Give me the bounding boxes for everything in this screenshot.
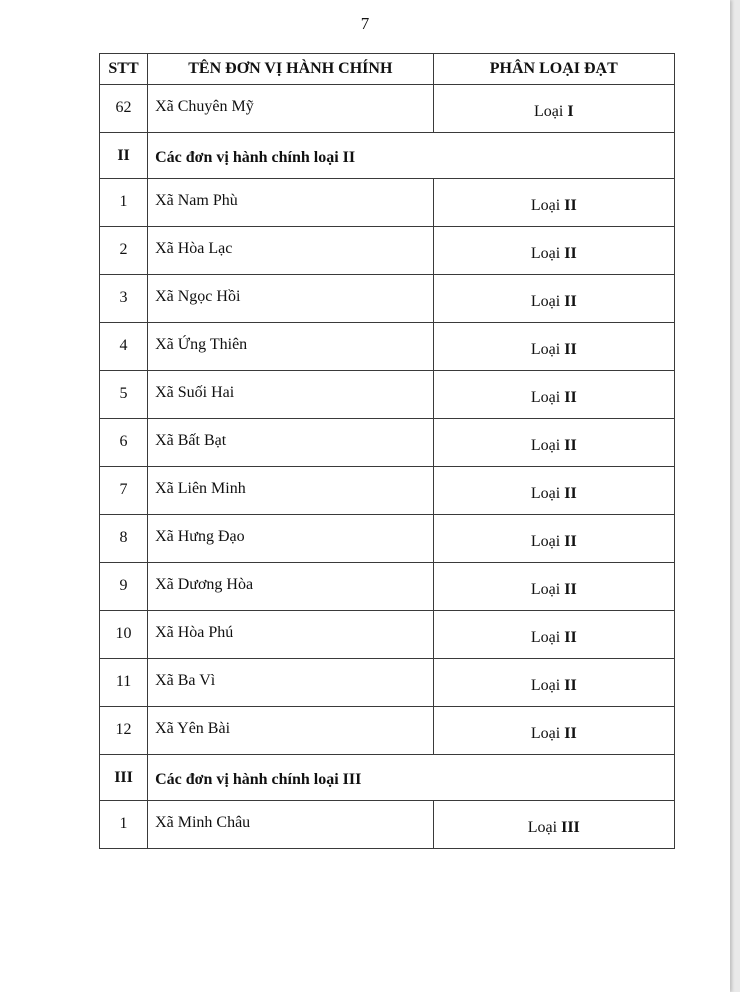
unit-name: Xã Ứng Thiên bbox=[148, 323, 433, 371]
classification-prefix: Loại bbox=[530, 436, 561, 454]
classification-prefix: Loại bbox=[530, 244, 561, 262]
classification-prefix: Loại bbox=[534, 102, 564, 120]
classification-prefix: Loại bbox=[530, 724, 561, 742]
row-number: 11 bbox=[100, 659, 148, 707]
table-row bbox=[100, 515, 675, 563]
section-title: Các đơn vị hành chính loại III bbox=[148, 755, 675, 801]
section-number: III bbox=[100, 755, 148, 801]
section-row bbox=[100, 133, 675, 179]
classification-prefix: Loại bbox=[530, 196, 561, 214]
unit-name: Xã Hòa Phú bbox=[148, 611, 433, 659]
table-row bbox=[100, 801, 675, 849]
table-body bbox=[100, 85, 675, 849]
table-row bbox=[100, 323, 675, 371]
classification-level: II bbox=[564, 484, 577, 502]
row-number: 6 bbox=[100, 419, 148, 467]
table-row bbox=[100, 85, 675, 133]
unit-name: Xã Hòa Lạc bbox=[148, 227, 433, 275]
table-row bbox=[100, 659, 675, 707]
header-stt: STT bbox=[100, 54, 148, 85]
classification-prefix: Loại bbox=[530, 580, 561, 598]
table-row bbox=[100, 275, 675, 323]
classification-prefix: Loại bbox=[530, 292, 561, 310]
row-number: 1 bbox=[100, 801, 148, 849]
table-row bbox=[100, 371, 675, 419]
classification-prefix: Loại bbox=[530, 388, 561, 406]
classification-cell bbox=[433, 179, 674, 227]
classification-cell bbox=[433, 419, 674, 467]
classification-cell bbox=[433, 611, 674, 659]
classification-cell bbox=[433, 467, 674, 515]
row-number: 8 bbox=[100, 515, 148, 563]
section-title: Các đơn vị hành chính loại II bbox=[148, 133, 675, 179]
table-row bbox=[100, 467, 675, 515]
unit-name: Xã Suối Hai bbox=[148, 371, 433, 419]
row-number: 7 bbox=[100, 467, 148, 515]
page-number: 7 bbox=[360, 14, 370, 33]
classification-prefix: Loại bbox=[527, 818, 558, 836]
classification-level: I bbox=[567, 102, 574, 120]
classification-level: II bbox=[564, 532, 577, 550]
classification-prefix: Loại bbox=[530, 484, 561, 502]
classification-cell bbox=[433, 801, 674, 849]
classification-level: II bbox=[564, 724, 577, 742]
unit-name: Xã Yên Bài bbox=[148, 707, 433, 755]
unit-name: Xã Ngọc Hồi bbox=[148, 275, 433, 323]
section-number: II bbox=[100, 133, 148, 179]
classification-cell bbox=[433, 707, 674, 755]
classification-cell bbox=[433, 515, 674, 563]
classification-prefix: Loại bbox=[530, 628, 561, 646]
classification-prefix: Loại bbox=[530, 676, 561, 694]
table-row bbox=[100, 611, 675, 659]
unit-name: Xã Minh Châu bbox=[148, 801, 433, 849]
classification-level: II bbox=[564, 244, 577, 262]
table-row bbox=[100, 419, 675, 467]
classification-level: II bbox=[564, 292, 577, 310]
classification-cell bbox=[433, 227, 674, 275]
header-unit-name: TÊN ĐƠN VỊ HÀNH CHÍNH bbox=[148, 54, 433, 85]
classification-level: II bbox=[564, 388, 577, 406]
classification-level: II bbox=[564, 580, 577, 598]
row-number: 5 bbox=[100, 371, 148, 419]
row-number: 1 bbox=[100, 179, 148, 227]
unit-name: Xã Ba Vì bbox=[148, 659, 433, 707]
row-number: 4 bbox=[100, 323, 148, 371]
classification-cell bbox=[433, 85, 674, 133]
row-number: 62 bbox=[100, 85, 148, 133]
classification-cell bbox=[433, 563, 674, 611]
classification-level: II bbox=[564, 196, 577, 214]
table-row bbox=[100, 707, 675, 755]
row-number: 9 bbox=[100, 563, 148, 611]
classification-cell bbox=[433, 275, 674, 323]
section-row bbox=[100, 755, 675, 801]
header-classification: PHÂN LOẠI ĐẠT bbox=[433, 54, 674, 85]
row-number: 10 bbox=[100, 611, 148, 659]
table-row bbox=[100, 179, 675, 227]
classification-level: II bbox=[564, 676, 577, 694]
classification-prefix: Loại bbox=[530, 532, 561, 550]
row-number: 12 bbox=[100, 707, 148, 755]
classification-level: II bbox=[564, 436, 577, 454]
unit-name: Xã Chuyên Mỹ bbox=[148, 85, 433, 133]
unit-name: Xã Liên Minh bbox=[148, 467, 433, 515]
unit-name: Xã Hưng Đạo bbox=[148, 515, 433, 563]
table-row bbox=[100, 227, 675, 275]
classification-prefix: Loại bbox=[530, 340, 561, 358]
classification-cell bbox=[433, 659, 674, 707]
row-number: 2 bbox=[100, 227, 148, 275]
unit-name: Xã Bất Bạt bbox=[148, 419, 433, 467]
classification-cell bbox=[433, 371, 674, 419]
classification-cell bbox=[433, 323, 674, 371]
table-header-row bbox=[100, 54, 675, 85]
unit-name: Xã Dương Hòa bbox=[148, 563, 433, 611]
row-number: 3 bbox=[100, 275, 148, 323]
classification-level: III bbox=[561, 818, 580, 836]
unit-name: Xã Nam Phù bbox=[148, 179, 433, 227]
table-row bbox=[100, 563, 675, 611]
classification-level: II bbox=[564, 340, 577, 358]
classification-level: II bbox=[564, 628, 577, 646]
administrative-units-table bbox=[99, 53, 675, 849]
